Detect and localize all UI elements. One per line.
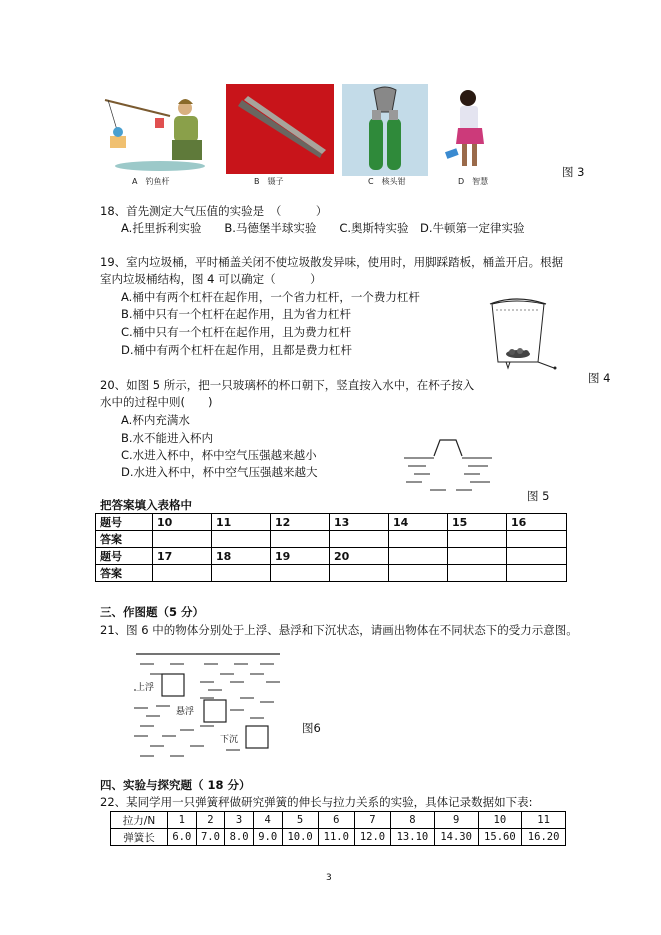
answer-table-cell: 答案 <box>96 565 153 582</box>
table-cell: 8.0 <box>225 829 254 846</box>
table-cell: 10 <box>478 812 522 829</box>
q20-stem-line1: 20、如图 5 所示，把一只玻璃杯的杯口朝下，竖直按入水中，在杯子按入 <box>100 378 475 392</box>
answer-cell <box>448 565 507 582</box>
page-number: 3 <box>326 873 332 883</box>
answer-table-cell: 19 <box>271 548 330 565</box>
answer-table-heading: 把答案填入表格中 <box>100 498 192 512</box>
fig4-label: 图 4 <box>588 371 611 385</box>
table-row <box>111 812 566 829</box>
answer-table-cell: 13 <box>330 514 389 531</box>
table-cell: 10.0 <box>282 829 318 846</box>
answer-cell[interactable] <box>330 531 389 548</box>
answer-table <box>95 513 567 582</box>
q22-text: 22、某同学用一只弹簧秤做研究弹簧的伸长与拉力关系的实验，具体记录数据如下表: <box>100 795 533 809</box>
table-cell: 13.10 <box>391 829 435 846</box>
table-cell: 4 <box>253 812 282 829</box>
answer-table-cell: 11 <box>212 514 271 531</box>
fig3-caption-c: C 核头钳 <box>368 177 406 186</box>
answer-cell <box>389 565 448 582</box>
answer-table-cell: 12 <box>271 514 330 531</box>
tweezers-image <box>226 84 334 174</box>
table-cell: 11.0 <box>318 829 354 846</box>
answer-table-cell: 答案 <box>96 531 153 548</box>
answer-table-cell: 10 <box>153 514 212 531</box>
table-cell: 8 <box>391 812 435 829</box>
answer-cell[interactable] <box>330 565 389 582</box>
table-cell: 6 <box>318 812 354 829</box>
answer-cell[interactable] <box>271 565 330 582</box>
answer-table-cell: 题号 <box>96 514 153 531</box>
fig3-caption-b: B 镊子 <box>254 177 284 186</box>
q20-option-d: D.水进入杯中，杯中空气压强越来越大 <box>121 465 318 479</box>
q20-option-c: C.水进入杯中，杯中空气压强越来越小 <box>121 448 317 462</box>
label-sink: 下沉 <box>220 732 238 745</box>
answer-table-cell: 18 <box>212 548 271 565</box>
fig6-diagram <box>130 650 290 762</box>
table-cell: 12.0 <box>354 829 390 846</box>
table-cell: 11 <box>522 812 566 829</box>
fig3-caption-a: A 钓鱼杆 <box>132 177 170 186</box>
table-cell: 6.0 <box>168 829 197 846</box>
table-cell: 拉力/N <box>111 812 168 829</box>
table-cell: 7 <box>354 812 390 829</box>
answer-table-cell: 20 <box>330 548 389 565</box>
answer-table-cell <box>507 548 567 565</box>
q19-stem-line2: 室内垃圾桶结构，图 4 可以确定（ ） <box>100 272 322 286</box>
answer-cell[interactable] <box>212 565 271 582</box>
fig6-label: 图6 <box>302 721 321 735</box>
fig5-label: 图 5 <box>527 489 550 503</box>
table-cell: 2 <box>196 812 225 829</box>
answer-table-cell <box>448 548 507 565</box>
answer-table-cell: 17 <box>153 548 212 565</box>
q18-options: A.托里拆利实验 B.马德堡半球实验 C.奥斯特实验 D.牛顿第一定律实验 <box>121 221 525 235</box>
answer-table-cell: 16 <box>507 514 567 531</box>
table-cell: 弹簧长 <box>111 829 168 846</box>
table-cell: 9.0 <box>253 829 282 846</box>
label-suspend: 悬浮 <box>176 704 194 717</box>
section3-heading: 三、作图题（5 分） <box>100 605 205 619</box>
table-cell: 1 <box>168 812 197 829</box>
table-cell: 7.0 <box>196 829 225 846</box>
q20-stem-line2: 水中的过程中则( ) <box>100 395 213 409</box>
fishing-rod-image <box>100 88 216 174</box>
floating-up-box <box>162 674 184 696</box>
q21-text: 21、图 6 中的物体分别处于上浮、悬浮和下沉状态，请画出物体在不同状态下的受力示意图。 <box>100 623 578 637</box>
q19-option-d: D.桶中有两个杠杆在起作用，且都是费力杠杆 <box>121 343 353 357</box>
answer-table-cell: 题号 <box>96 548 153 565</box>
trash-bin-figure <box>486 296 560 374</box>
q19-option-c: C.桶中只有一个杠杆在起作用，且为费力杠杆 <box>121 325 352 339</box>
table-cell: 16.20 <box>522 829 566 846</box>
answer-table-cell <box>389 548 448 565</box>
sinking-box <box>246 726 268 748</box>
answer-cell[interactable] <box>271 531 330 548</box>
section4-heading: 四、实验与探究题（ 18 分） <box>100 778 251 792</box>
answer-cell[interactable] <box>448 531 507 548</box>
q19-option-a: A.桶中有两个杠杆在起作用，一个省力杠杆，一个费力杠杆 <box>121 290 420 304</box>
answer-cell[interactable] <box>389 531 448 548</box>
glass-in-water-figure <box>400 434 496 494</box>
nutcracker-image <box>342 84 428 176</box>
q19-stem-line1: 19、室内垃圾桶，平时桶盖关闭不使垃圾散发异味，使用时，用脚踩踏板，桶盖开启。根据 <box>100 255 564 269</box>
table-cell: 15.60 <box>478 829 522 846</box>
spring-data-table <box>110 811 566 846</box>
answer-cell[interactable] <box>153 531 212 548</box>
answer-cell <box>507 565 567 582</box>
table-cell: 9 <box>434 812 478 829</box>
fig3-caption-d: D 智慧 <box>458 177 489 186</box>
answer-cell[interactable] <box>153 565 212 582</box>
table-cell: 3 <box>225 812 254 829</box>
fig3-label: 图 3 <box>562 165 585 179</box>
table-cell: 5 <box>282 812 318 829</box>
q18-stem: 18、首先测定大气压值的实验是 （ ） <box>100 204 328 218</box>
label-float-up: 上浮 <box>136 680 154 693</box>
answer-table-cell: 14 <box>389 514 448 531</box>
q20-option-b: B.水不能进入杯内 <box>121 431 214 445</box>
q19-option-b: B.桶中只有一个杠杆在起作用，且为省力杠杆 <box>121 307 352 321</box>
table-cell: 14.30 <box>434 829 478 846</box>
answer-table-cell: 15 <box>448 514 507 531</box>
q20-option-a: A.杯内充满水 <box>121 413 190 427</box>
answer-cell[interactable] <box>507 531 567 548</box>
table-row <box>111 829 566 846</box>
suspended-box <box>204 700 226 722</box>
answer-cell[interactable] <box>212 531 271 548</box>
girl-image <box>442 84 500 176</box>
